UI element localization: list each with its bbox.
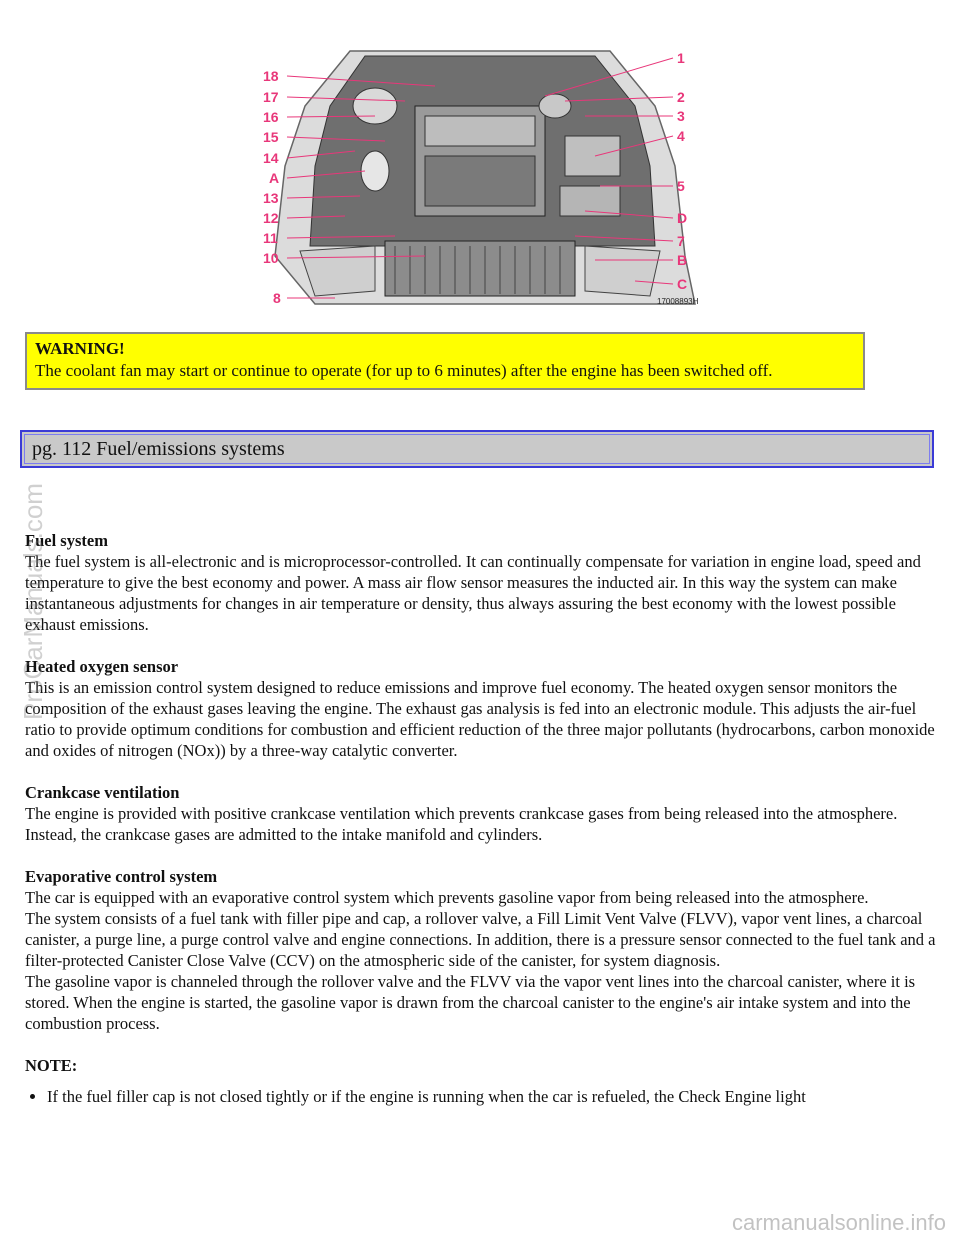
section-heated-oxygen-sensor (25, 656, 940, 761)
label-B: B (677, 252, 688, 268)
section-paragraph: This is an emission control system designed to reduce emissions and improve fuel economy. The heated oxygen sensor monitors the composition of the exhaust gases leaving the engine. The exhaust gas analysis is fed into an electronic module. This adjusts the air-fuel ratio to provide optimum conditions for combustion and efficient reduction of the three major pollutants (hydrocarbons, carbon monoxide and oxides of nitrogen (NOx)) by a three-way catalytic converter. (25, 678, 935, 760)
list-item: • If the fuel filler cap is not closed tightly or if the engine is running when the car is refueled, the Check Engine light (47, 1086, 940, 1107)
figure-code: 17008893H (657, 297, 699, 306)
label-5: 5 (677, 178, 685, 194)
label-17: 17 (263, 89, 279, 105)
section-evaporative-control (25, 866, 940, 1034)
side-watermark: ProCarManuals.com (18, 483, 48, 720)
label-8: 8 (273, 290, 281, 306)
label-C: C (677, 276, 688, 292)
label-D: D (677, 210, 688, 226)
section-heading: Evaporative control system (25, 867, 218, 886)
page-header-bar (20, 430, 934, 468)
engine-diagram (255, 46, 703, 308)
label-15: 15 (263, 129, 279, 145)
section-paragraph: The system consists of a fuel tank with filler pipe and cap, a rollover valve, a Fill Limit Vent Valve (FLVV), vapor vent lines, a charcoal canister, a purge line, a purge control valve and engine connections. In addition, there is a pressure sensor connected to the fuel tank and a filter-protected Canister Close Valve (CCV) on the atmospheric side of the canister, for system diagnosis. (25, 909, 936, 970)
section-heading: Crankcase ventilation (25, 783, 180, 802)
label-12: 12 (263, 210, 279, 226)
section-crankcase-ventilation (25, 782, 940, 845)
label-A: A (269, 170, 280, 186)
note-section (25, 1055, 940, 1107)
label-13: 13 (263, 190, 279, 206)
corner-watermark: carmanualsonline.info (731, 1210, 946, 1235)
section-heading: Heated oxygen sensor (25, 657, 179, 676)
label-16: 16 (263, 109, 279, 125)
section-paragraph: The car is equipped with an evaporative control system which prevents gasoline vapor from being released into the atmosphere. (25, 888, 869, 907)
label-4: 4 (677, 128, 685, 144)
label-10: 10 (263, 250, 279, 266)
document-body (25, 530, 940, 1107)
label-2: 2 (677, 89, 685, 105)
warning-box (25, 332, 865, 390)
note-list (25, 1086, 940, 1107)
section-paragraph: The engine is provided with positive crankcase ventilation which prevents crankcase gases from being released into the atmosphere. Instead, the crankcase gases are admitted to the intake manifold and cylinders. (25, 804, 898, 844)
label-1: 1 (677, 50, 685, 66)
label-3: 3 (677, 108, 685, 124)
section-heading: Fuel system (25, 531, 108, 550)
section-paragraph: The gasoline vapor is channeled through the rollover valve and the FLVV via the vapor vent lines into the charcoal canister, where it is stored. When the engine is started, the gasoline vapor is drawn from the charcoal canister to the engine's air intake system and into the combustion process. (25, 972, 916, 1033)
warning-text: The coolant fan may start or continue to operate (for up to 6 minutes) after the engine has been switched off. (35, 361, 773, 380)
warning-title: WARNING! (35, 339, 125, 358)
section-fuel-system (25, 530, 940, 635)
page-header-title: pg. 112 Fuel/emissions systems (32, 438, 285, 460)
engine-compartment-figure (255, 46, 703, 308)
note-heading: NOTE: (25, 1056, 78, 1075)
label-7: 7 (677, 233, 685, 249)
label-11: 11 (263, 230, 278, 246)
label-14: 14 (263, 150, 279, 166)
label-18: 18 (263, 68, 279, 84)
section-paragraph: The fuel system is all-electronic and is microprocessor-controlled. It can continually compensate for variation in engine load, speed and temperature to give the best economy and power. A mass air flow sensor measures the inducted air. In this way the system can make instantaneous adjustments for changes in air temperature or density, thus always assuring the best economy with the lowest possible exhaust emissions. (25, 552, 921, 634)
